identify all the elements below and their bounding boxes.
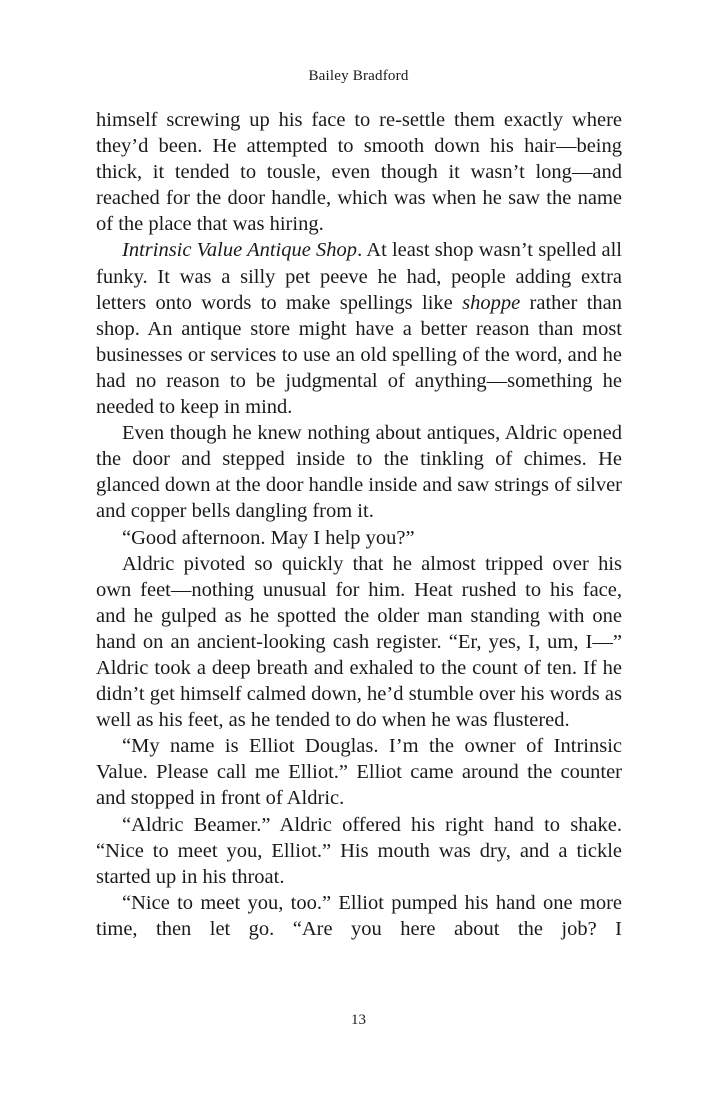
paragraph-5: Aldric pivoted so quickly that he almost tripped over his own feet—nothing unusual for him. Heat rushed to his face, and he gulped as he spotted the older man standing with one hand on an ancient-looking cash register. “Er, yes, I, um, I—” Aldric took a deep breath and exhaled to the count of ten. If he didn’t get himself calmed down, he’d stumble over his words as well as his feet, as he tended to do when he was flustered.: [96, 552, 622, 732]
paragraph-7: “Aldric Beamer.” Aldric offered his right hand to shake. “Nice to meet you, Elliot.” His mouth was dry, and a tickle started up in his throat.: [96, 813, 622, 888]
paragraph-6: “My name is Elliot Douglas. I’m the owner of Intrinsic Value. Please call me Elliot.” Elliot came around the counter and stopped in front of Aldric.: [96, 735, 622, 810]
paragraph-2: [96, 237, 622, 420]
paragraph-4: “Good afternoon. May I help you?”: [122, 526, 415, 549]
shoppe-italic: shoppe: [462, 291, 521, 314]
shop-name-italic: Intrinsic Value Antique Shop: [122, 239, 358, 262]
paragraph-2-text-a: . At least shop wasn’t spelled all funky. It was a silly pet peeve he had, people adding extra letters onto words to make spellings like: [96, 239, 622, 314]
paragraph-8: “Nice to meet you, too.” Elliot pumped his hand one more time, then let go. “Are you here about the job? I: [96, 891, 622, 940]
page-number: 13: [351, 1012, 366, 1028]
running-head-author: Bailey Bradford: [308, 68, 409, 84]
paragraph-3: Even though he knew nothing about antiques, Aldric opened the door and stepped inside to the tinkling of chimes. He glanced down at the door handle inside and saw strings of silver and copper bells dangling from it.: [96, 422, 622, 523]
paragraph-1: himself screwing up his face to re-settle them exactly where they’d been. He attempted to smooth down his hair—being thick, it tended to tousle, even though it wasn’t long—and reached for the door handle, which was when he saw the name of the place that was hiring.: [96, 109, 622, 236]
body-text: [96, 107, 622, 942]
paragraph-2-text-b: rather than shop. An antique store might have a better reason than most businesses or services to use an old spelling of the word, and he had no reason to be judgmental of anything—something he needed to keep in mind.: [96, 291, 622, 419]
